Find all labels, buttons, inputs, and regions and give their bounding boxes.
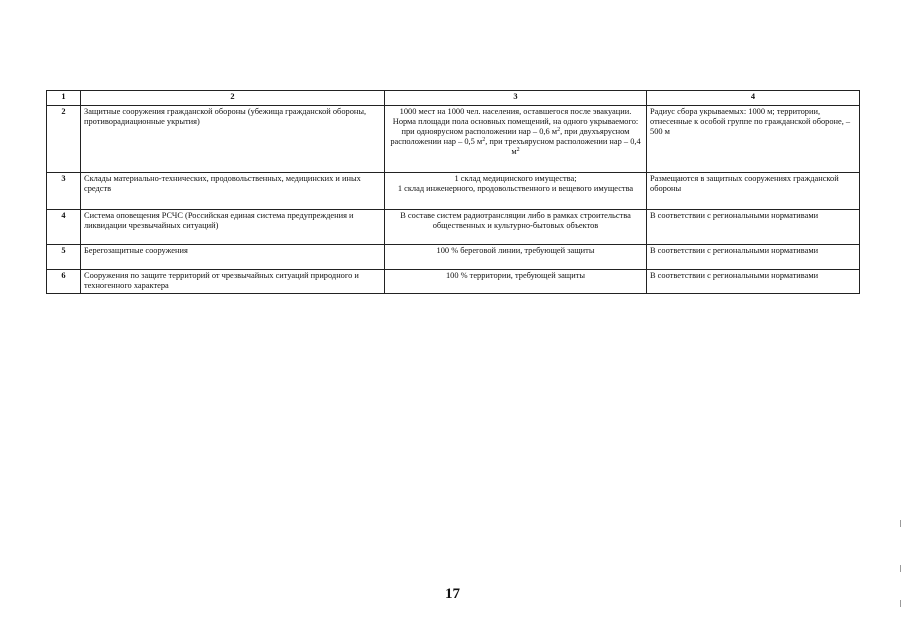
row-number: 6	[47, 270, 81, 294]
norm-value: 100 % береговой линии, требующей защиты	[385, 245, 647, 270]
header-cell-4: 4	[647, 91, 860, 106]
header-cell-2: 2	[81, 91, 385, 106]
norm-text: 1 склад медицинского имущества;	[454, 174, 577, 183]
page-number: 17	[445, 586, 460, 602]
table-row	[47, 210, 860, 245]
table-row	[47, 173, 860, 210]
facility-name: Система оповещения РСЧС (Российская единая система предупреждения и ликвидации чрезвычайных ситуаций)	[81, 210, 385, 245]
norm-value: В составе систем радиотрансляции либо в рамках строительства общественных и культурно-бытовых объектов	[385, 210, 647, 245]
header-cell-1: 1	[47, 91, 81, 106]
superscript: 2	[482, 137, 486, 143]
facility-name: Берегозащитные сооружения	[81, 245, 385, 270]
note: В соответствии с региональными нормативами	[647, 210, 860, 245]
norm-text: , при двухъярусном расположении нар – 0,5 м	[390, 127, 630, 146]
table-row	[47, 270, 860, 294]
facility-name: Сооружения по защите территорий от чрезвычайных ситуаций природного и техногенного характера	[81, 270, 385, 294]
note: В соответствии с региональными нормативами	[647, 270, 860, 294]
table-row	[47, 245, 860, 270]
header-cell-3: 3	[385, 91, 647, 106]
note: В соответствии с региональными нормативами	[647, 245, 860, 270]
norm-text: 1 склад инженерного, продовольственного и вещевого имущества	[397, 184, 634, 193]
norm-text: Норма площади пола основных помещений, на одного укрываемого: при одноярусном расположении нар – 0,6 м	[392, 117, 639, 136]
norms-table	[46, 90, 860, 294]
facility-name: Защитные сооружения гражданской обороны (убежища гражданской обороны, противорадиационные укрытия)	[81, 106, 385, 173]
row-number: 4	[47, 210, 81, 245]
scan-speck	[900, 600, 901, 607]
norm-text: 1000 мест на 1000 чел. населения, оставшегося после эвакуации.	[399, 107, 632, 116]
row-number: 2	[47, 106, 81, 173]
row-number: 5	[47, 245, 81, 270]
table-row	[47, 106, 860, 173]
facility-name: Склады материально-технических, продовольственных, медицинских и иных средств	[81, 173, 385, 210]
norm-value	[385, 173, 647, 210]
norm-value	[385, 106, 647, 173]
table-header-row	[47, 91, 860, 106]
superscript: 2	[516, 147, 520, 153]
note: Размещаются в защитных сооружениях гражданской обороны	[647, 173, 860, 210]
row-number: 3	[47, 173, 81, 210]
norm-value: 100 % территории, требующей защиты	[385, 270, 647, 294]
scan-speck	[900, 565, 901, 572]
scan-speck	[900, 520, 901, 527]
note: Радиус сбора укрываемых: 1000 м; территории, отнесенные к особой группе по гражданской обороне, – 500 м	[647, 106, 860, 173]
superscript: 2	[557, 127, 561, 133]
norm-text: , при трехъярусном расположении нар – 0,4 м	[485, 137, 641, 156]
